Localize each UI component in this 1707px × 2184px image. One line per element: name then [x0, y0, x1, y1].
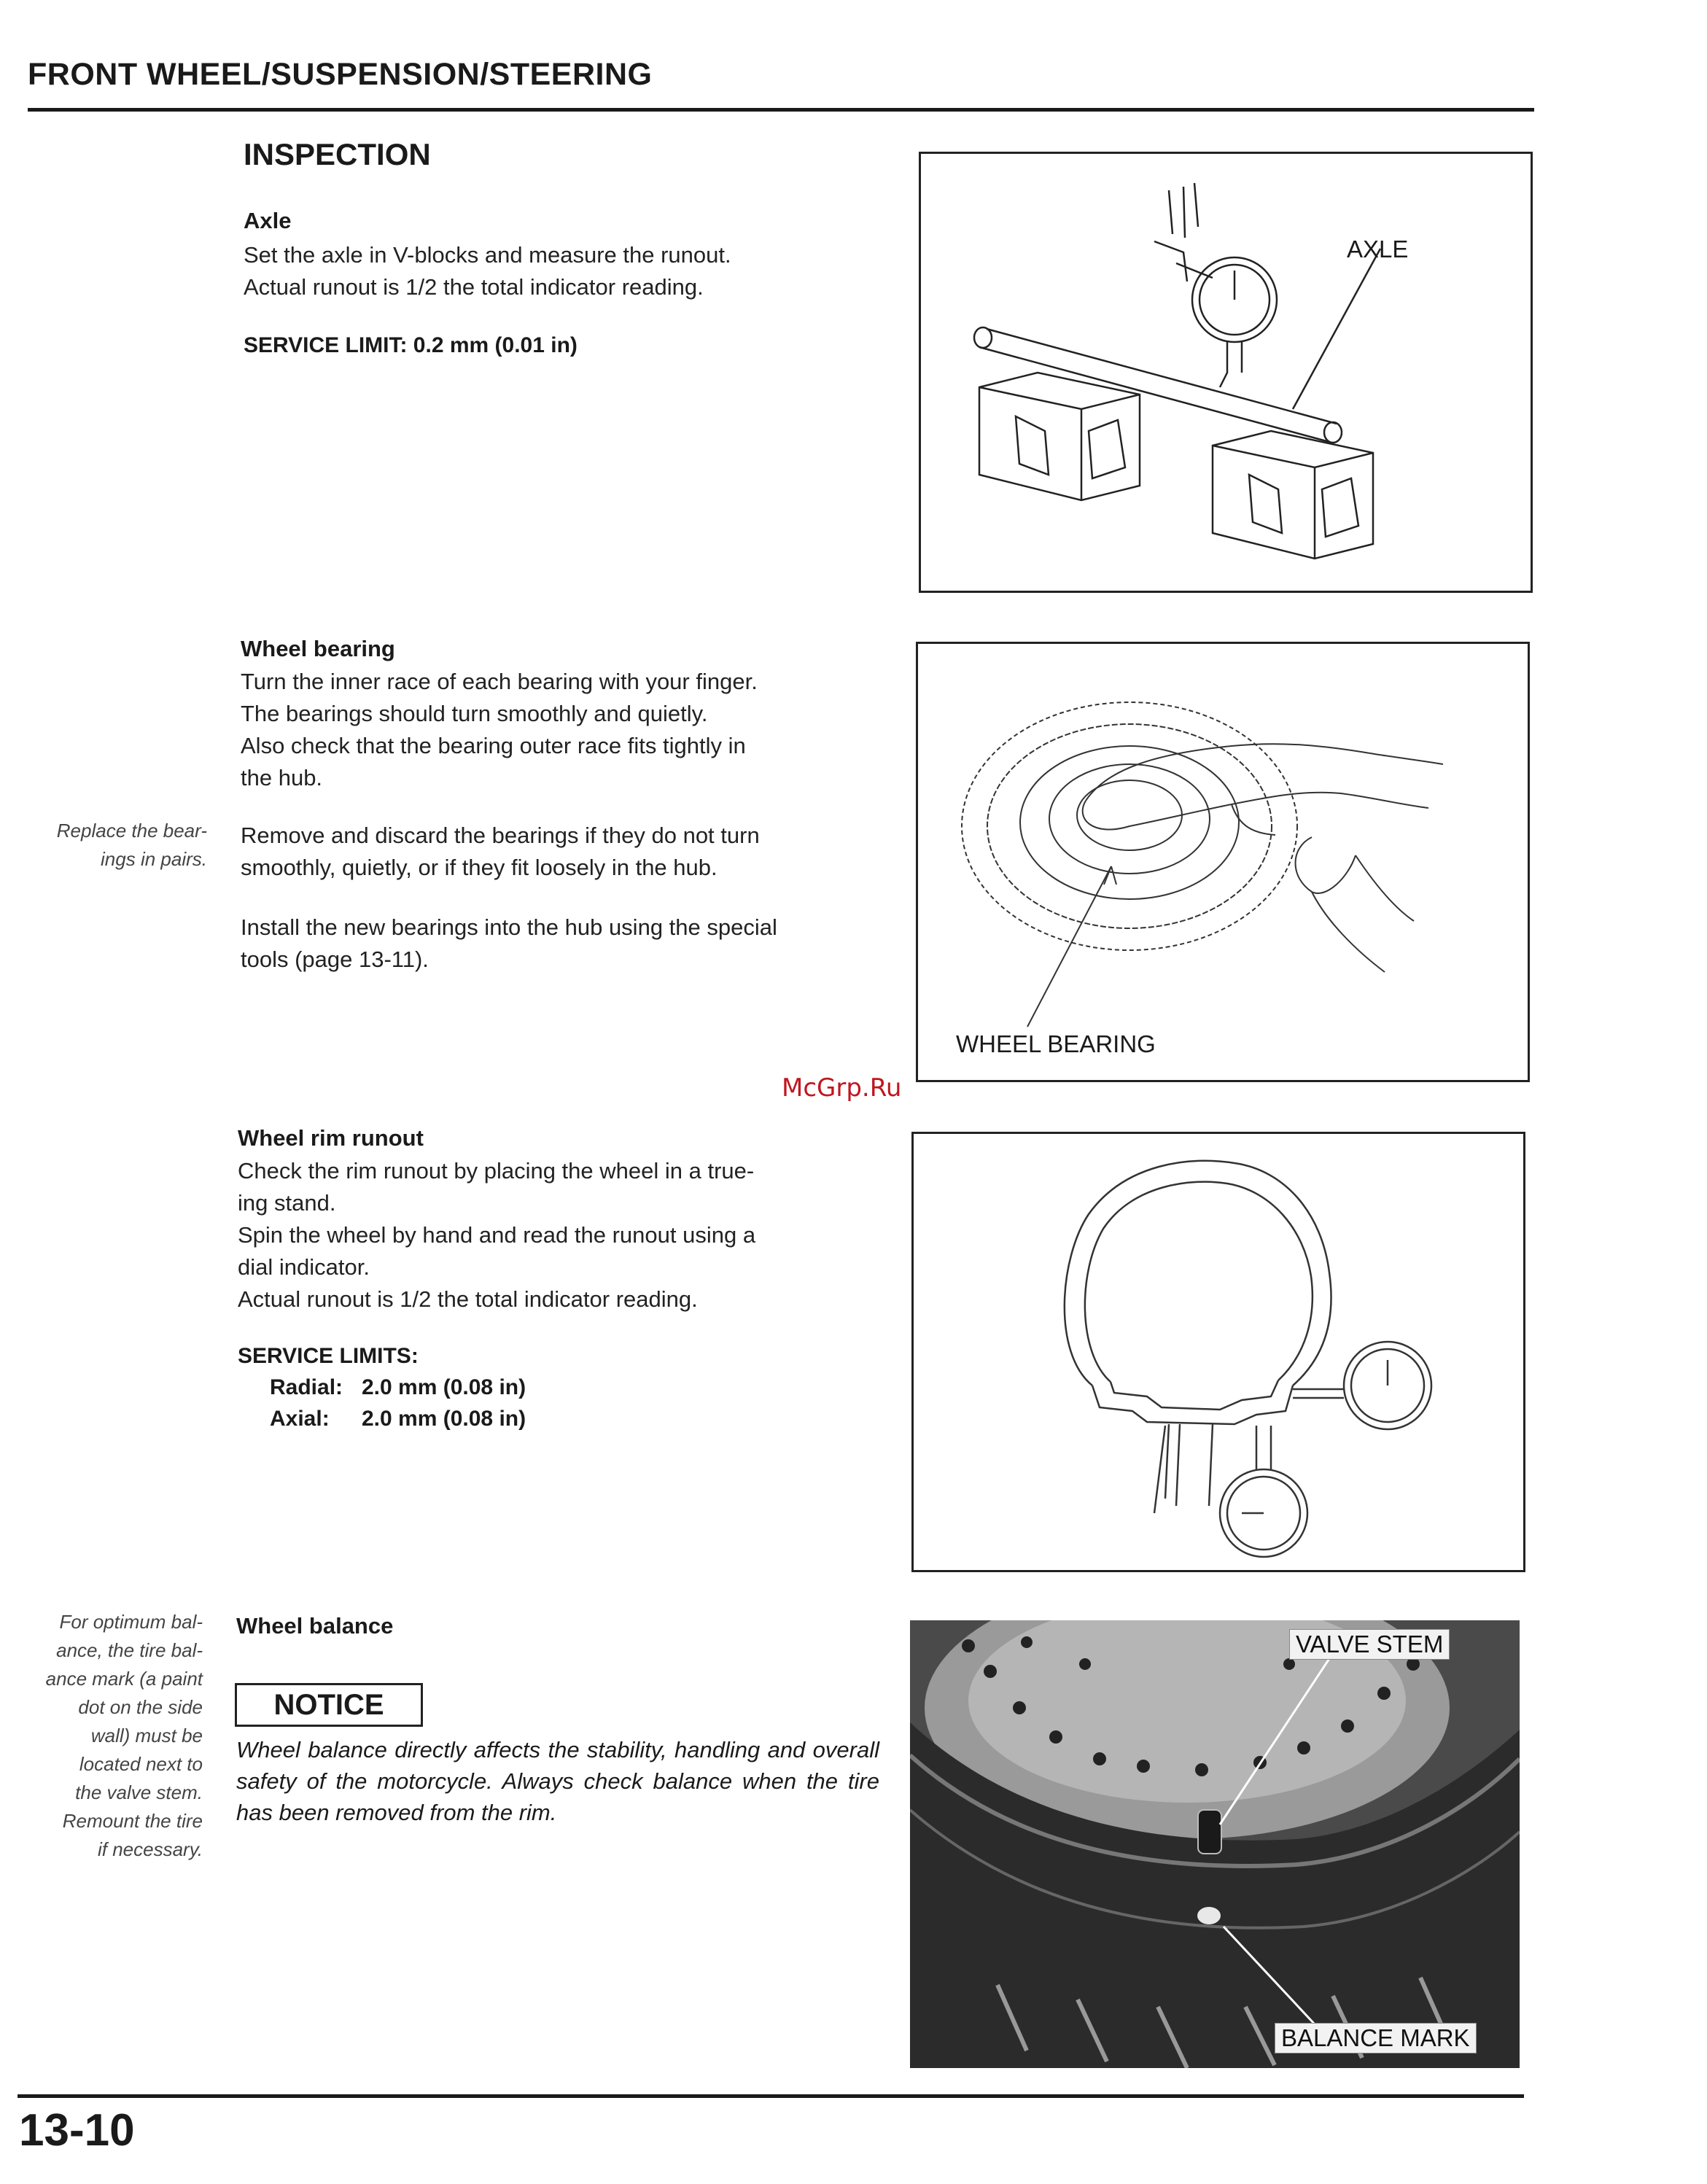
axle-label: AXLE [1347, 236, 1409, 263]
notice-box: NOTICE [235, 1683, 423, 1727]
wheel-bearing-text [241, 666, 882, 794]
wheel-balance-title: Wheel balance [236, 1613, 394, 1639]
axle-title: Axle [244, 208, 292, 233]
bearing-margin-note: Replace the bear- ings in pairs. [56, 820, 207, 870]
wheel-bearing-line-2: The bearings should turn smoothly and quietly. [241, 701, 708, 726]
axle-line-2: Actual runout is 1/2 the total indicator reading. [244, 274, 704, 300]
bearing-remove-line-1: Remove and discard the bearings if they do not turn [241, 823, 760, 848]
rim-service-limits-title: SERVICE LIMITS: [238, 1344, 419, 1368]
axle-figure [919, 152, 1533, 593]
tire-photo-illustration [910, 1620, 1520, 2068]
rim-runout-title: Wheel rim runout [238, 1125, 424, 1151]
bearing-finger-illustration [918, 644, 1528, 1080]
bearing-remove-line-2: smoothly, quietly, or if they fit loosely in the hub. [241, 855, 718, 880]
rim-runout-text [238, 1155, 879, 1316]
wheel-bearing-line-3: Also check that the bearing outer race fits tightly in [241, 733, 746, 758]
wheel-bearing-title: Wheel bearing [241, 636, 395, 661]
bearing-install-text [241, 912, 882, 976]
rim-runout-line-4: dial indicator. [238, 1254, 370, 1280]
notice-text: Wheel balance directly affects the stability, handling and overall safety of the motorcycle. Always check balance when the tire has been removed from the rim. [236, 1737, 879, 1825]
inspection-heading: INSPECTION [244, 137, 431, 171]
axle-service-limit: SERVICE LIMIT: 0.2 mm (0.01 in) [244, 333, 578, 357]
axial-label: Axial: [270, 1407, 330, 1431]
wheel-bearing-line-1: Turn the inner race of each bearing with your finger. [241, 669, 758, 694]
page-number: 13-10 [19, 2105, 135, 2156]
balance-margin-note: For optimum bal- ance, the tire bal- ance mark (a paint dot on the side wall) must be located next to the valve stem. Remount the tire if necessary. [45, 1611, 203, 1860]
axle-line-1: Set the axle in V-blocks and measure the runout. [244, 242, 731, 268]
footer-rule [18, 2094, 1524, 2098]
rim-runout-figure [911, 1132, 1525, 1572]
wheel-bearing-line-4: the hub. [241, 765, 323, 790]
wheel-bearing-label: WHEEL BEARING [956, 1030, 1156, 1057]
rim-runout-line-3: Spin the wheel by hand and read the runout using a [238, 1222, 756, 1248]
wheel-bearing-figure [916, 642, 1530, 1082]
radial-value: 2.0 mm (0.08 in) [362, 1375, 526, 1399]
header-rule [28, 108, 1534, 112]
rim-dial-indicator-illustration [914, 1134, 1523, 1570]
bearing-install-line-2: tools (page 13-11). [241, 947, 429, 972]
rim-runout-line-5: Actual runout is 1/2 the total indicator reading. [238, 1286, 698, 1312]
balance-mark-label: BALANCE MARK [1275, 2023, 1477, 2053]
valve-stem-label: VALVE STEM [1289, 1629, 1450, 1660]
rim-runout-line-1: Check the rim runout by placing the wheel in a true- [238, 1158, 755, 1184]
radial-label: Radial: [270, 1375, 343, 1399]
axial-value: 2.0 mm (0.08 in) [362, 1407, 526, 1431]
axle-text [244, 239, 885, 303]
wheel-balance-photo [910, 1620, 1520, 2068]
bearing-install-line-1: Install the new bearings into the hub using the special [241, 914, 777, 940]
watermark: McGrp.Ru [782, 1073, 902, 1103]
axle-vblock-illustration [921, 154, 1531, 591]
section-title: FRONT WHEEL/SUSPENSION/STEERING [28, 57, 653, 92]
bearing-remove-text [241, 820, 882, 884]
rim-runout-line-2: ing stand. [238, 1190, 336, 1216]
